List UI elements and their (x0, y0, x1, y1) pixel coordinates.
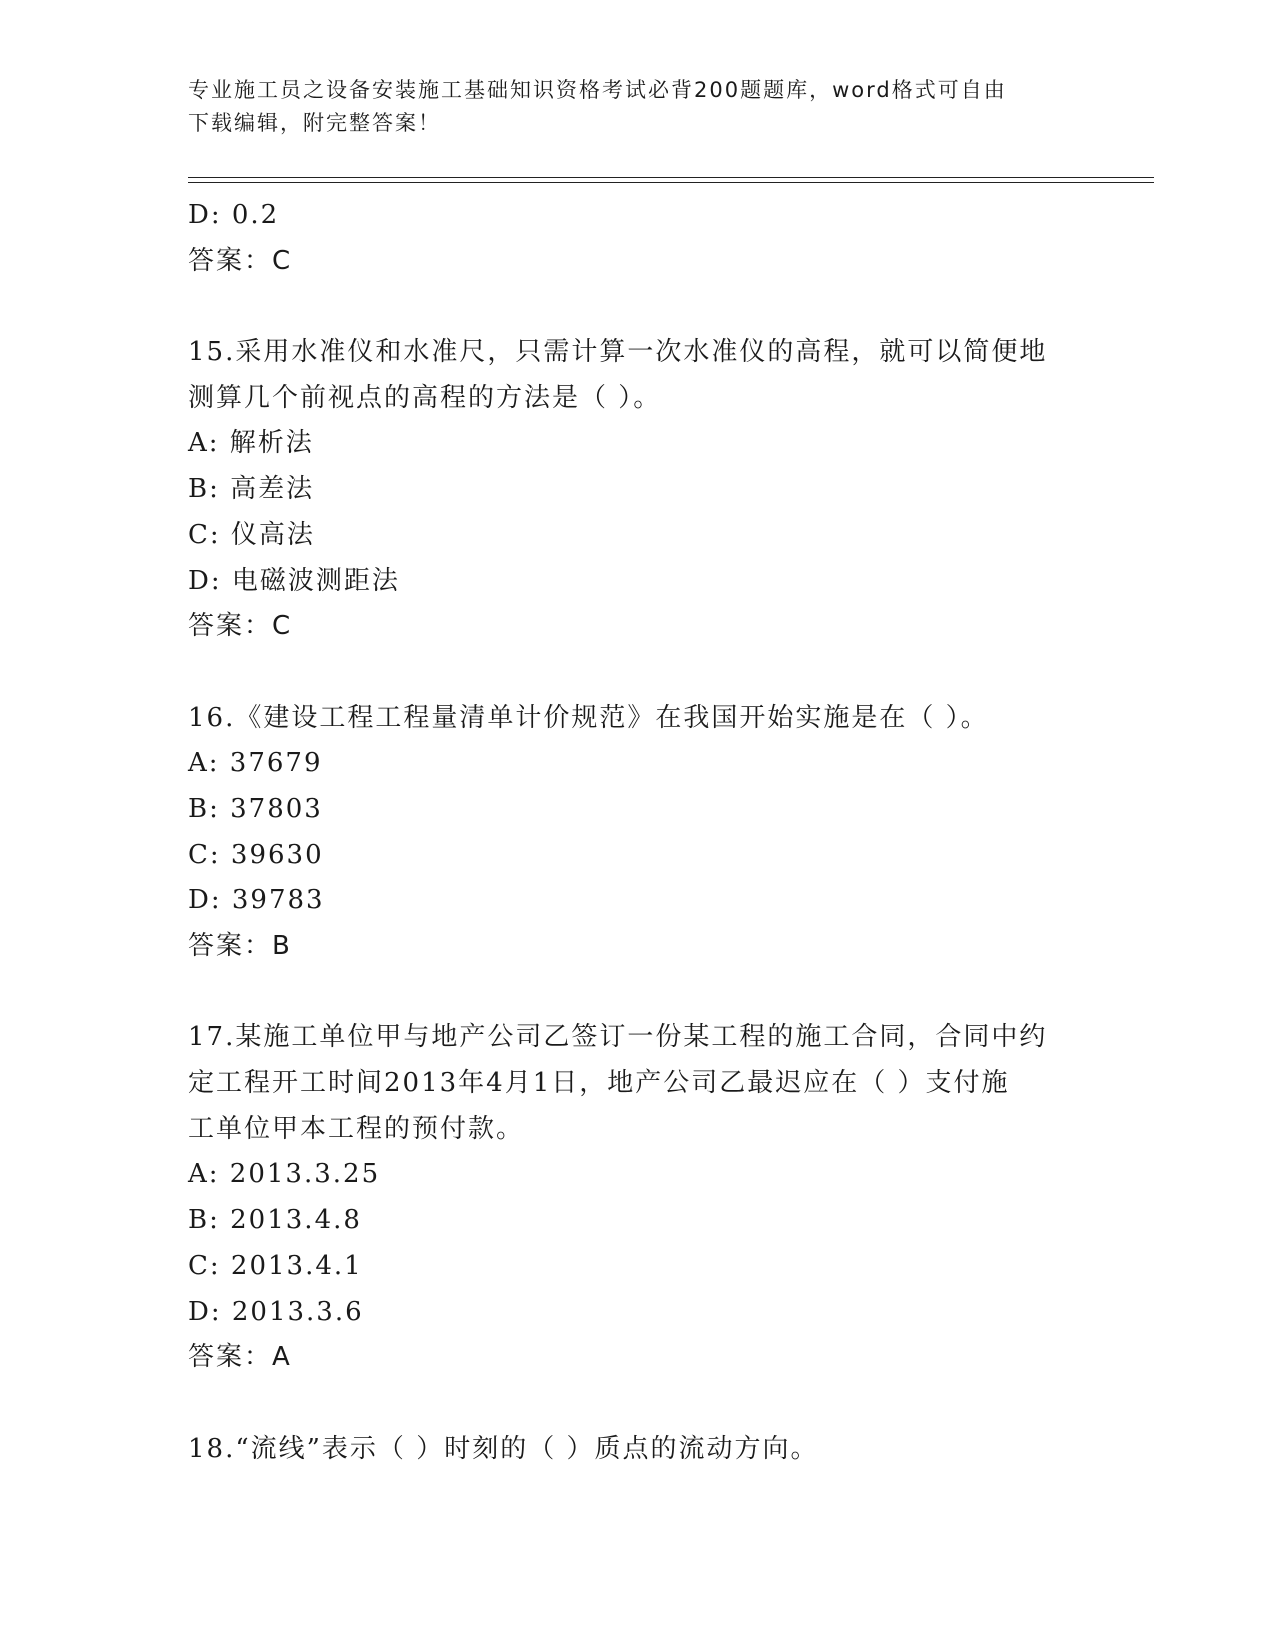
q15-stem-line-2: 测算几个前视点的高程的方法是（ ）。 (188, 382, 662, 413)
q16-answer: 答案：B (188, 931, 292, 961)
header-rule-bottom (188, 182, 1154, 183)
spacer (188, 284, 1088, 330)
q16-option-d: D: 39783 (188, 885, 325, 916)
spacer (188, 650, 1088, 696)
q16-option-b: B: 37803 (188, 793, 323, 824)
spacer (188, 1381, 1088, 1427)
q17-option-d: D: 2013.3.6 (188, 1296, 364, 1327)
q17-option-c: C: 2013.4.1 (188, 1250, 363, 1281)
q17-stem-line-3: 工单位甲本工程的预付款。 (188, 1113, 525, 1144)
q17-stem-line-1: 17.某施工单位甲与地产公司乙签订一份某工程的施工合同，合同中约 (188, 1022, 1048, 1053)
q17-option-b: B: 2013.4.8 (188, 1205, 362, 1236)
document-header (188, 74, 1088, 140)
question-content (188, 193, 1088, 1472)
header-line-1: 专业施工员之设备安装施工基础知识资格考试必背200题题库，word格式可自由 (188, 78, 1007, 102)
q16-stem-line-1: 16.《建设工程工程量清单计价规范》在我国开始实施是在（ ）。 (188, 702, 989, 733)
q16-option-a: A: 37679 (188, 748, 323, 779)
q17-answer: 答案：A (188, 1342, 292, 1373)
q15-option-c: C: 仪高法 (188, 519, 315, 550)
q16-option-c: C: 39630 (188, 839, 324, 870)
q15-option-b: B: 高差法 (188, 474, 315, 505)
prev-answer: 答案：C (188, 245, 293, 276)
q15-option-a: A: 解析法 (188, 428, 314, 459)
spacer (188, 970, 1088, 1016)
q15-stem-line-1: 15.采用水准仪和水准尺，只需计算一次水准仪的高程，就可以简便地 (188, 337, 1048, 368)
q15-answer: 答案：C (188, 611, 293, 642)
q15-option-d: D: 电磁波测距法 (188, 565, 400, 596)
q17-option-a: A: 2013.3.25 (188, 1159, 381, 1190)
q18-stem-line-1: 18.“流线”表示（ ）时刻的（ ）质点的流动方向。 (188, 1433, 819, 1464)
q17-stem-line-2: 定工程开工时间2013年4月1日，地产公司乙最迟应在（ ）支付施 (188, 1068, 1010, 1099)
header-rule-top (188, 177, 1154, 178)
header-line-2: 下载编辑，附完整答案！ (188, 111, 441, 135)
prev-option-d: D: 0.2 (188, 200, 280, 230)
